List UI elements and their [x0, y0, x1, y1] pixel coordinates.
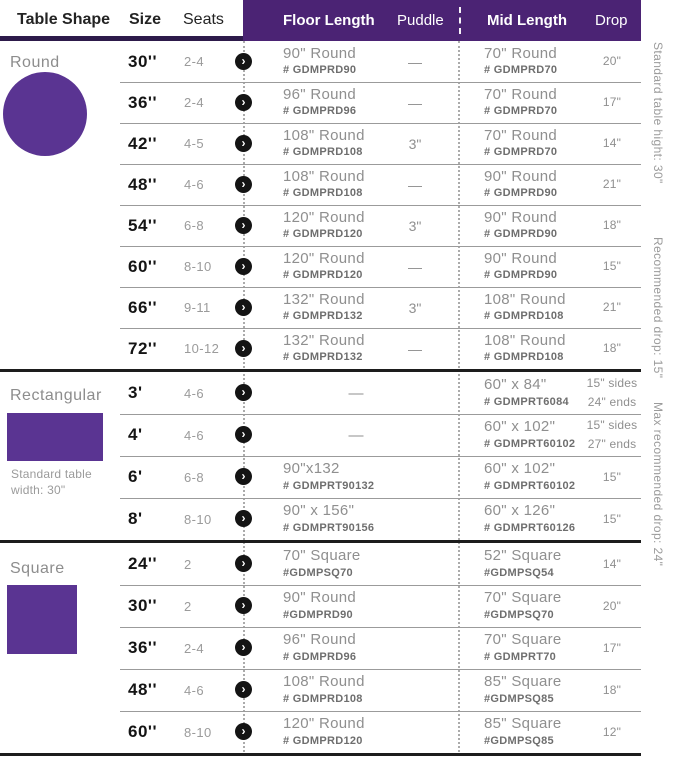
- table-row: [0, 123, 641, 164]
- header-purple-band: [243, 0, 641, 41]
- seats-cell: 2-4: [184, 54, 204, 69]
- drop-cell: [580, 246, 644, 287]
- drop-value: 15" sides: [586, 376, 638, 391]
- table-row: [0, 328, 641, 369]
- mid-size: 70" Round: [484, 44, 558, 62]
- floor-size: 108" Round: [283, 126, 365, 144]
- mid-item-code: # GDMPRD90: [484, 228, 558, 241]
- mid-item-code: #GDMPSQ54: [484, 566, 554, 579]
- mid-size: 70" Square: [484, 631, 562, 649]
- mid-item-code: # GDMPRD70: [484, 146, 558, 159]
- seats-cell: 8-10: [184, 259, 212, 274]
- floor-length-cell: [283, 328, 398, 369]
- table-row: [0, 287, 641, 328]
- seats-cell: 6-8: [184, 469, 204, 485]
- arrow-icon: ›: [235, 340, 252, 357]
- drop-value: 14": [602, 556, 622, 571]
- floor-length-cell: [283, 164, 398, 205]
- size-cell: 72'': [128, 338, 157, 358]
- puddle-cell: —: [408, 53, 422, 70]
- mid-size: 60" x 102": [484, 460, 556, 478]
- puddle-cell: —: [408, 340, 422, 357]
- size-cell: 54'': [128, 215, 157, 235]
- floor-length-cell: [283, 711, 398, 753]
- mid-size: 60" x 126": [484, 502, 556, 520]
- arrow-icon: ›: [235, 468, 252, 485]
- floor-size: 90" Round: [283, 44, 357, 62]
- size-cell: 66'': [128, 297, 157, 317]
- drop-cell: [580, 456, 644, 498]
- drop-value: 18": [602, 341, 622, 356]
- seats-cell: 10-12: [184, 341, 220, 356]
- mid-size: 85" Square: [484, 673, 562, 691]
- puddle-cell: 3": [408, 299, 422, 316]
- arrow-icon: ›: [235, 597, 252, 614]
- header-size: Size: [129, 11, 162, 28]
- seats-cell: 2: [184, 598, 192, 614]
- header-drop: Drop: [595, 12, 628, 29]
- table-row: [0, 246, 641, 287]
- seats-cell: 8-10: [184, 724, 212, 740]
- floor-length-cell: [283, 82, 398, 123]
- arrow-icon: ›: [235, 639, 252, 656]
- size-cell: 36'': [128, 638, 157, 657]
- arrow-icon: ›: [235, 510, 252, 527]
- size-cell: 48'': [128, 680, 157, 699]
- seats-cell: 4-5: [184, 136, 204, 151]
- size-cell: 8': [128, 509, 143, 528]
- puddle-cell: 3": [408, 135, 422, 152]
- floor-size: 120" Round: [283, 715, 365, 733]
- header-floor-length: Floor Length: [283, 12, 375, 29]
- mid-item-code: #GDMPSQ70: [484, 608, 554, 621]
- mid-size: 70" Square: [484, 589, 562, 607]
- floor-item-code: # GDMPRD132: [283, 310, 363, 323]
- drop-cell: [580, 711, 644, 753]
- size-cell: 60'': [128, 722, 157, 741]
- seats-cell: 9-11: [184, 300, 211, 315]
- drop-cell: [580, 627, 644, 669]
- floor-size: 70" Square: [283, 547, 361, 565]
- section-circle: [0, 41, 641, 372]
- floor-length-cell: [283, 246, 398, 287]
- floor-size: 120" Round: [283, 249, 365, 267]
- mid-item-code: # GDMPRT60126: [484, 521, 576, 534]
- size-cell: 6': [128, 467, 143, 486]
- drop-value: 12": [602, 724, 622, 739]
- mid-item-code: #GDMPSQ85: [484, 734, 554, 747]
- mid-item-code: # GDMPRT60102: [484, 479, 576, 492]
- arrow-icon: ›: [235, 681, 252, 698]
- puddle-cell: —: [408, 94, 422, 111]
- table-row: [0, 669, 641, 711]
- arrow-icon: ›: [235, 723, 252, 740]
- mid-item-code: # GDMPRD108: [484, 310, 564, 323]
- floor-item-code: # GDMPRT90156: [283, 521, 375, 534]
- arrow-icon: ›: [235, 258, 252, 275]
- drop-cell: [580, 543, 644, 585]
- drop-value: 15" sides: [586, 418, 638, 433]
- drop-value: 20": [602, 598, 622, 613]
- arrow-icon: ›: [235, 135, 252, 152]
- floor-size: 120" Round: [283, 208, 365, 226]
- arrow-icon: ›: [235, 53, 252, 70]
- drop-cell: [580, 41, 644, 82]
- table-row: [0, 41, 641, 82]
- header-dashed-divider: [459, 7, 461, 34]
- arrow-icon: ›: [235, 384, 252, 401]
- drop-cell: [580, 585, 644, 627]
- table-row: [0, 543, 641, 585]
- drop-value: 15": [602, 259, 622, 274]
- size-cell: 4': [128, 425, 143, 444]
- floor-length-dash: —: [348, 384, 364, 402]
- floor-length-cell: [283, 287, 398, 328]
- mid-size: 90" Round: [484, 249, 558, 267]
- mid-item-code: # GDMPRD70: [484, 105, 558, 118]
- section-caption: Standard table width: 30": [11, 467, 92, 497]
- floor-length-cell: [283, 669, 398, 711]
- floor-length-cell: [283, 543, 398, 585]
- seats-cell: 8-10: [184, 511, 212, 527]
- floor-length-cell: [283, 123, 398, 164]
- floor-size: 108" Round: [283, 673, 365, 691]
- puddle-cell: —: [408, 258, 422, 275]
- seats-cell: 2: [184, 556, 192, 572]
- size-cell: 3': [128, 383, 143, 402]
- table-row: [0, 372, 641, 414]
- floor-length-cell: [283, 498, 398, 540]
- floor-item-code: # GDMPRD108: [283, 692, 363, 705]
- arrow-icon: ›: [235, 176, 252, 193]
- floor-length-dash: —: [348, 426, 364, 444]
- drop-value-ends: 24" ends: [587, 395, 637, 409]
- mid-size: 108" Round: [484, 331, 566, 349]
- table-row: [0, 82, 641, 123]
- mid-size: 60" x 84": [484, 376, 547, 394]
- drop-value: 15": [602, 469, 622, 484]
- seats-cell: 6-8: [184, 218, 204, 233]
- drop-value: 18": [602, 682, 622, 697]
- floor-size: 96" Round: [283, 631, 357, 649]
- table-row: [0, 711, 641, 753]
- section-rect: [0, 372, 641, 543]
- floor-size: 132" Round: [283, 331, 365, 349]
- seats-cell: 2-4: [184, 95, 204, 110]
- table-row: [0, 498, 641, 540]
- mid-size: 70" Round: [484, 85, 558, 103]
- drop-value: 15": [602, 511, 622, 526]
- floor-size: 96" Round: [283, 85, 357, 103]
- floor-item-code: # GDMPRD96: [283, 105, 357, 118]
- drop-cell: [580, 287, 644, 328]
- seats-cell: 2-4: [184, 640, 204, 656]
- seats-cell: 4-6: [184, 427, 204, 443]
- table-row: [0, 205, 641, 246]
- table-row: [0, 414, 641, 456]
- mid-item-code: # GDMPRT6084: [484, 395, 569, 408]
- mid-size: 70" Round: [484, 126, 558, 144]
- floor-length-cell: [283, 627, 398, 669]
- table-row: [0, 585, 641, 627]
- table-row: [0, 456, 641, 498]
- side-note-recommended-drop: Recommended drop: 15": [651, 237, 665, 379]
- floor-item-code: # GDMPRD108: [283, 146, 363, 159]
- side-note-table-height: Standard table hight: 30": [651, 42, 665, 184]
- size-cell: 30'': [128, 51, 157, 71]
- drop-value: 20": [602, 54, 622, 69]
- drop-value: 14": [602, 136, 622, 151]
- arrow-icon: ›: [235, 217, 252, 234]
- floor-item-code: #GDMPRD90: [283, 608, 353, 621]
- table-header: [0, 0, 679, 41]
- drop-cell: [580, 82, 644, 123]
- drop-cell: [580, 164, 644, 205]
- mid-size: 90" Round: [484, 167, 558, 185]
- floor-size: 90"x132: [283, 460, 340, 478]
- arrow-icon: ›: [235, 426, 252, 443]
- mid-item-code: # GDMPRT70: [484, 650, 557, 663]
- drop-cell: [580, 414, 644, 456]
- mid-size: 90" Round: [484, 208, 558, 226]
- table-row: [0, 164, 641, 205]
- header-mid-length: Mid Length: [487, 12, 567, 29]
- floor-item-code: # GDMPRD120: [283, 228, 363, 241]
- floor-item-code: # GDMPRD120: [283, 269, 363, 282]
- drop-cell: [580, 328, 644, 369]
- mid-item-code: #GDMPSQ85: [484, 692, 554, 705]
- drop-cell: [580, 669, 644, 711]
- mid-size: 52" Square: [484, 547, 562, 565]
- floor-length-cell: [283, 205, 398, 246]
- floor-item-code: # GDMPRD96: [283, 650, 357, 663]
- floor-size: 90" Round: [283, 589, 357, 607]
- floor-size: 132" Round: [283, 290, 365, 308]
- drop-value: 21": [602, 177, 622, 192]
- mid-size: 108" Round: [484, 290, 566, 308]
- floor-item-code: # GDMPRD108: [283, 187, 363, 200]
- drop-cell: [580, 205, 644, 246]
- floor-item-code: #GDMPSQ70: [283, 566, 353, 579]
- size-cell: 24'': [128, 554, 157, 573]
- floor-item-code: # GDMPRT90132: [283, 479, 375, 492]
- drop-value: 17": [602, 640, 622, 655]
- mid-size: 85" Square: [484, 715, 562, 733]
- puddle-cell: —: [408, 176, 422, 193]
- drop-cell: [580, 123, 644, 164]
- mid-item-code: # GDMPRT60102: [484, 437, 576, 450]
- section-square: [0, 543, 641, 756]
- mid-item-code: # GDMPRD70: [484, 64, 558, 77]
- mid-item-code: # GDMPRD90: [484, 269, 558, 282]
- size-cell: 42'': [128, 133, 157, 153]
- section-label: Square: [10, 560, 65, 577]
- floor-size: 108" Round: [283, 167, 365, 185]
- table-body: [0, 41, 641, 756]
- puddle-cell: 3": [408, 217, 422, 234]
- floor-item-code: # GDMPRD120: [283, 734, 363, 747]
- header-table-shape: Table Shape: [17, 11, 111, 28]
- drop-cell: [580, 498, 644, 540]
- drop-value-ends: 27" ends: [587, 437, 637, 451]
- header-puddle: Puddle: [397, 12, 444, 29]
- section-label: Round: [10, 54, 60, 71]
- drop-cell: [580, 372, 644, 414]
- arrow-icon: ›: [235, 299, 252, 316]
- seats-cell: 4-6: [184, 385, 204, 401]
- side-note-max-drop: Max recommended drop: 24": [651, 402, 665, 567]
- floor-item-code: # GDMPRD90: [283, 64, 357, 77]
- arrow-icon: ›: [235, 555, 252, 572]
- drop-value: 21": [602, 300, 622, 315]
- floor-length-cell: [283, 456, 398, 498]
- seats-cell: 4-6: [184, 177, 204, 192]
- section-label: Rectangular: [10, 387, 102, 404]
- floor-item-code: # GDMPRD132: [283, 351, 363, 364]
- header-underline: [0, 36, 243, 41]
- mid-size: 60" x 102": [484, 418, 556, 436]
- size-cell: 36'': [128, 92, 157, 112]
- mid-item-code: # GDMPRD108: [484, 351, 564, 364]
- floor-length-cell: [283, 41, 398, 82]
- table-row: [0, 627, 641, 669]
- floor-size: 90" x 156": [283, 502, 355, 520]
- drop-value: 17": [602, 95, 622, 110]
- floor-length-cell: [283, 585, 398, 627]
- size-cell: 48'': [128, 174, 157, 194]
- size-cell: 30'': [128, 596, 157, 615]
- size-cell: 60'': [128, 256, 157, 276]
- seats-cell: 4-6: [184, 682, 204, 698]
- drop-value: 18": [602, 218, 622, 233]
- arrow-icon: ›: [235, 94, 252, 111]
- mid-item-code: # GDMPRD90: [484, 187, 558, 200]
- header-seats: Seats: [183, 11, 224, 28]
